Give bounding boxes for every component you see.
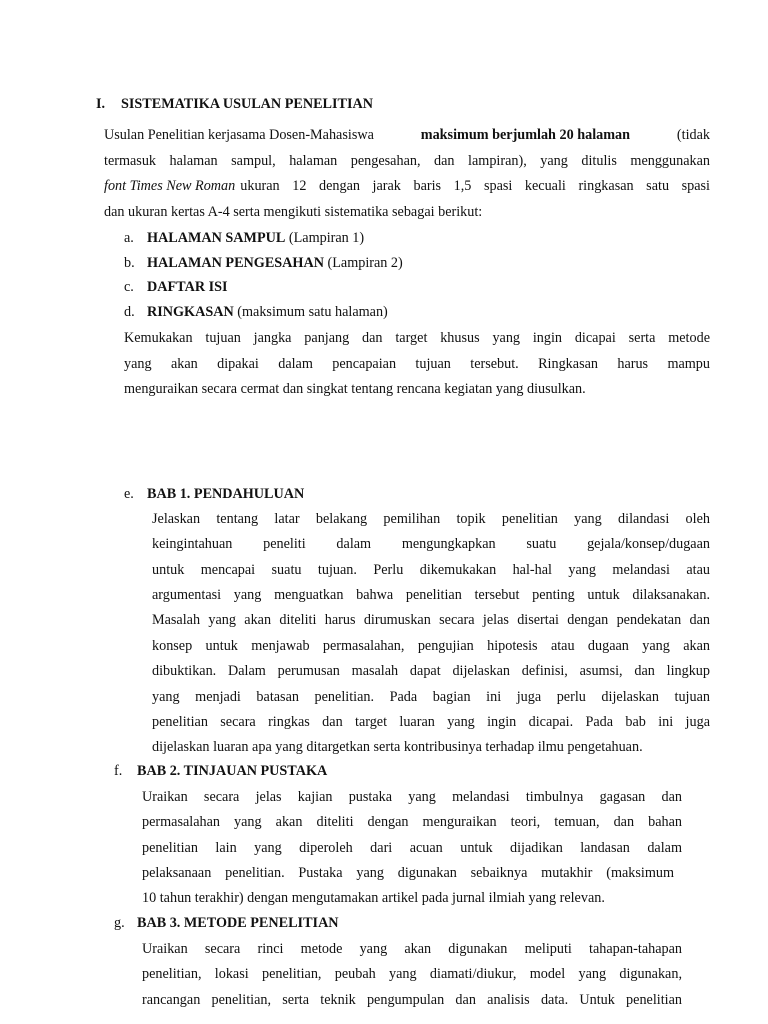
item-f-marker: f.: [114, 763, 123, 779]
item-e-line: Masalah yang akan diteliti harus dirumuskan secara jelas disertai dengan pendekatan dan: [152, 612, 710, 628]
item-e-title: BAB 1. PENDAHULUAN: [147, 486, 305, 502]
item-g-line: penelitian, lokasi penelitian, peubah yang diamati/diukur, model yang digunakan,: [142, 966, 682, 982]
item-g: [114, 914, 339, 932]
item-b-title: HALAMAN PENGESAHAN: [147, 255, 324, 271]
item-f-line: permasalahan yang akan diteliti dengan menguraikan teori, temuan, dan bahan: [142, 814, 682, 830]
item-b-note: (Lampiran 2): [327, 255, 403, 271]
item-e-line: dibuktikan. Dalam perumusan masalah dapat dijelaskan definisi, asumsi, dan lingkup: [152, 663, 710, 679]
item-a-title: HALAMAN SAMPUL: [147, 230, 286, 246]
intro-text-1c: (tidak: [676, 127, 710, 143]
item-d-line-2: yang akan dipakai dalam pencapaian tujuan tersebut. Ringkasan harus mampu: [124, 356, 710, 372]
item-f-line: penelitian lain yang diperoleh dari acuan untuk dijadikan landasan dalam: [142, 840, 682, 856]
intro-text-3a: font Times New Roman: [104, 178, 236, 194]
item-a: [124, 229, 365, 247]
section-title: SISTEMATIKA USULAN PENELITIAN: [121, 96, 374, 112]
item-g-title: BAB 3. METODE PENELITIAN: [137, 915, 339, 931]
item-e-marker: e.: [124, 486, 134, 502]
item-f-title: BAB 2. TINJAUAN PUSTAKA: [137, 763, 328, 779]
item-c-title: DAFTAR ISI: [147, 279, 228, 295]
item-b: [124, 254, 403, 272]
intro-line-3: [104, 177, 710, 195]
item-e-line: keingintahuan peneliti dalam mengungkapkan suatu gejala/konsep/dugaan: [152, 536, 710, 552]
intro-text-3b: ukuran 12 dengan jarak baris 1,5 spasi kecuali ringkasan satu spasi: [240, 178, 710, 194]
item-g-line: rancangan penelitian, serta teknik pengumpulan dan analisis data. Untuk penelitian: [142, 992, 682, 1008]
item-a-note: (Lampiran 1): [288, 230, 365, 246]
item-e-line: Jelaskan tentang latar belakang pemilihan topik penelitian yang dilandasi oleh: [152, 511, 710, 527]
item-d-title: RINGKASAN: [147, 304, 234, 320]
item-d-marker: d.: [124, 304, 135, 320]
intro-text-1a: Usulan Penelitian kerjasama Dosen-Mahasiswa: [104, 127, 374, 143]
item-f-line: pelaksanaan penelitian. Pustaka yang digunakan sebaiknya mutakhir (maksimum: [142, 865, 674, 881]
item-e-line: konsep untuk menjawab permasalahan, pengujian hipotesis atau dugaan yang akan: [152, 638, 710, 654]
item-f-line: 10 tahun terakhir) dengan mengutamakan artikel pada jurnal ilmiah yang relevan.: [142, 890, 605, 906]
item-f: [114, 762, 328, 780]
item-b-marker: b.: [124, 255, 135, 271]
section-heading: [96, 95, 374, 113]
item-f-line: Uraikan secara jelas kajian pustaka yang melandasi timbulnya gagasan dan: [142, 789, 682, 805]
item-g-marker: g.: [114, 915, 125, 931]
item-d: [124, 303, 388, 321]
item-a-marker: a.: [124, 230, 134, 246]
item-e-line: penelitian secara ringkas dan target luaran yang ingin dicapai. Pada bab ini juga: [152, 714, 710, 730]
item-e-line: dijelaskan luaran apa yang ditargetkan serta kontribusinya terhadap ilmu pengetahuan.: [152, 739, 643, 755]
intro-line-1: [104, 126, 710, 144]
intro-text-1b: maksimum berjumlah 20 halaman: [420, 127, 631, 143]
item-e-line: untuk mencapai suatu tujuan. Perlu dikemukakan hal-hal yang melandasi atau: [152, 562, 710, 578]
intro-line-4: dan ukuran kertas A-4 serta mengikuti sistematika sebagai berikut:: [104, 204, 483, 220]
item-e: [124, 485, 305, 503]
item-d-line-1: Kemukakan tujuan jangka panjang dan target khusus yang ingin dicapai serta metode: [124, 330, 710, 346]
section-number: I.: [96, 96, 106, 112]
intro-line-2: termasuk halaman sampul, halaman pengesahan, dan lampiran), yang ditulis menggunakan: [104, 153, 710, 169]
item-c-marker: c.: [124, 279, 134, 295]
item-d-note: (maksimum satu halaman): [237, 304, 388, 320]
item-g-line: Uraikan secara rinci metode yang akan digunakan meliputi tahapan-tahapan: [142, 941, 682, 957]
item-e-line: yang menjadi batasan penelitian. Pada bagian ini juga perlu dijelaskan tujuan: [152, 689, 710, 705]
item-d-line-3: menguraikan secara cermat dan singkat tentang rencana kegiatan yang diusulkan.: [124, 381, 586, 397]
item-e-line: argumentasi yang menguatkan bahwa penelitian tersebut penting untuk dilaksanakan.: [152, 587, 710, 603]
item-c: [124, 278, 228, 296]
